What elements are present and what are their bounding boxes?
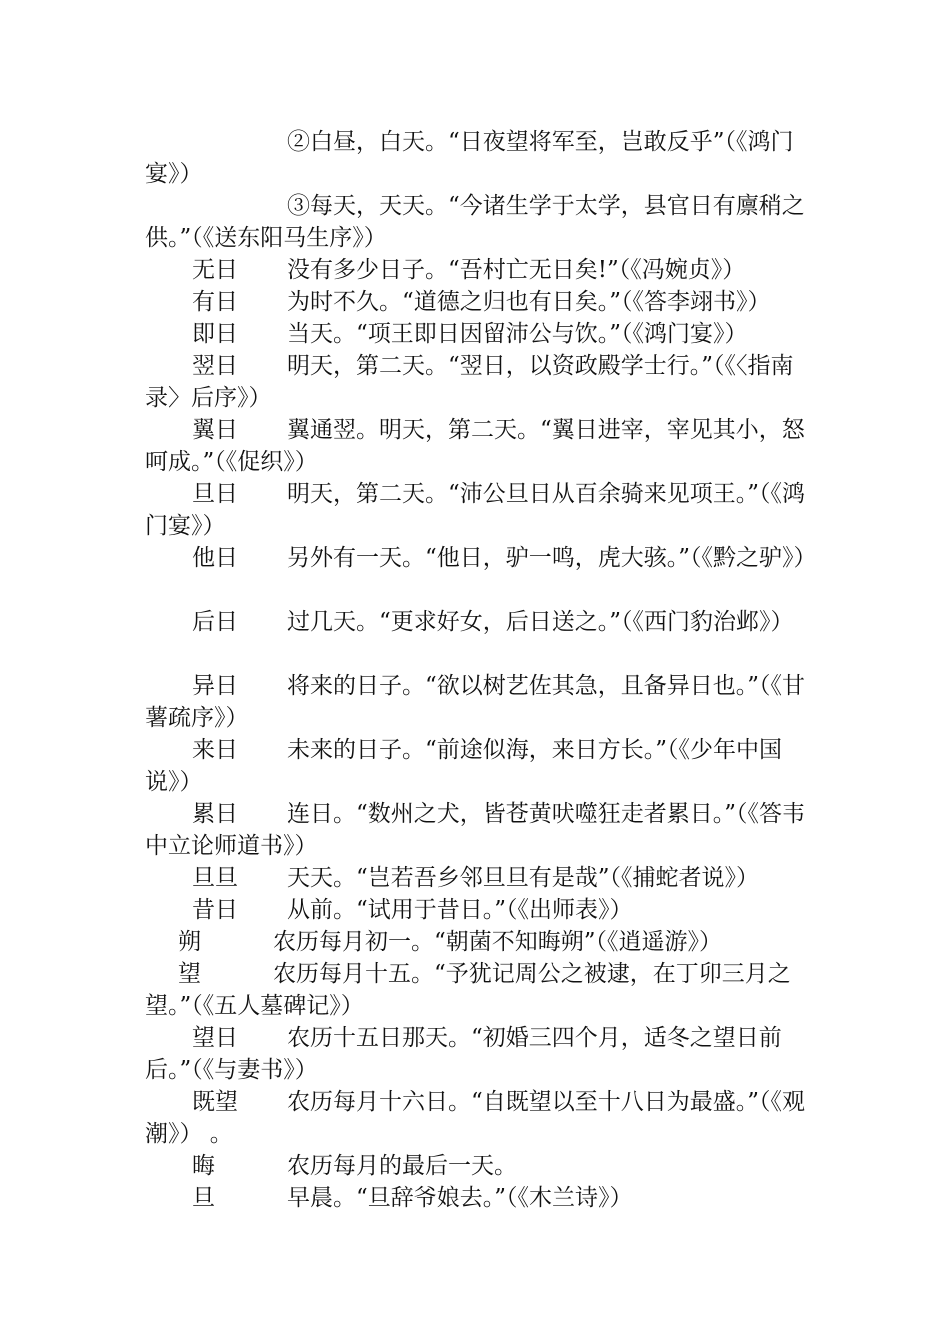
entry-term: 旦 <box>192 1185 215 1211</box>
entry-term: 朔 <box>178 929 201 955</box>
entry-definition: 为时不久。“道德之归也有日矣。”（《答李翊书》） <box>287 289 771 315</box>
entry-hui <box>145 1150 807 1182</box>
sense-3-paragraph <box>145 190 807 254</box>
entry-term: 既望 <box>192 1089 238 1115</box>
entry-xiri <box>145 894 807 926</box>
entry-danri <box>145 478 807 542</box>
entry-wang <box>145 958 807 1022</box>
entry-term: 累日 <box>192 801 238 827</box>
entry-yiri-3 <box>145 670 807 734</box>
entry-definition: 明天，第二天。“沛公旦日从百余骑来见项王。”（《鸿门宴》） <box>145 481 806 539</box>
entry-definition: 连日。“数州之犬，皆苍黄吠噬狂走者累日。”（《答韦中立论师道书》） <box>145 801 806 859</box>
entry-definition: 另外有一天。“他日，驴一鸣，虎大骇。”（《黔之驴》） <box>287 545 817 571</box>
entry-term: 异日 <box>192 673 238 699</box>
entry-term: 他日 <box>192 545 238 571</box>
entry-term: 翼日 <box>192 417 238 443</box>
entry-tari <box>145 542 817 574</box>
entry-term: 望日 <box>192 1025 238 1051</box>
entry-definition: 农历十五日那天。“初婚三四个月，适冬之望日前后。”（《与妻书》） <box>145 1025 782 1083</box>
entry-term: 翌日 <box>192 353 238 379</box>
entry-wangri <box>145 1022 807 1086</box>
entry-dan <box>145 1182 807 1214</box>
entry-lairi <box>145 734 807 798</box>
entry-definition: 农历每月初一。“朝菌不知晦朔”（《逍遥游》） <box>273 929 723 955</box>
entry-term: 望 <box>178 961 201 987</box>
entry-term: 即日 <box>192 321 238 347</box>
entry-term: 旦旦 <box>192 865 238 891</box>
entry-definition: 农历每月十六日。“自既望以至十八日为最盛。”（《观潮》） 。 <box>145 1089 806 1147</box>
entry-definition: 农历每月的最后一天。 <box>287 1153 517 1179</box>
entry-term: 有日 <box>192 289 238 315</box>
entry-youri <box>145 286 807 318</box>
entry-term: 后日 <box>192 609 238 635</box>
entry-term: 昔日 <box>192 897 238 923</box>
sense-text: ③每天，天天。“今诸生学于太学，县官日有廪稍之供。”（《送东阳马生序》） <box>145 193 805 251</box>
entry-term: 来日 <box>192 737 238 763</box>
entry-wuri <box>145 254 807 286</box>
entry-definition: 农历每月十五。“予犹记周公之被逮，在丁卯三月之望。”（《五人墓碑记》） <box>145 961 791 1019</box>
entry-definition: 从前。“试用于昔日。”（《出师表》） <box>287 897 633 923</box>
entry-shuo <box>145 926 807 958</box>
entry-definition: 将来的日子。“欲以树艺佐其急，且备异日也。”（《甘薯疏序》） <box>145 673 806 731</box>
entry-houri <box>145 606 807 638</box>
entry-jiwang <box>145 1086 807 1150</box>
entry-yiri-2 <box>145 414 807 478</box>
entry-yiri-1 <box>145 350 807 414</box>
sense-text: ②白昼，白天。“日夜望将军至，岂敢反乎”（《鸿门宴》） <box>145 129 794 187</box>
entry-definition: 早晨。“旦辞爷娘去。”（《木兰诗》） <box>287 1185 633 1211</box>
entry-definition: 当天。“项王即日因留沛公与饮。”（《鸿门宴》） <box>287 321 748 347</box>
sense-2-paragraph <box>145 126 807 190</box>
entry-leiri <box>145 798 807 862</box>
entry-definition: 未来的日子。“前途似海，来日方长。”（《少年中国说》） <box>145 737 783 795</box>
entry-definition: 翼通翌。明天，第二天。“翼日进宰，宰见其小，怒呵成。”（《促织》） <box>145 417 805 475</box>
entry-term: 旦日 <box>192 481 238 507</box>
entry-term: 晦 <box>192 1153 215 1179</box>
entry-definition: 明天，第二天。“翌日，以资政殿学士行。”（《〈指南录〉后序》） <box>145 353 794 411</box>
entry-dandan <box>145 862 807 894</box>
entry-term: 无日 <box>192 257 238 283</box>
entry-definition: 天天。“岂若吾乡邻旦旦有是哉”（《捕蛇者说》） <box>287 865 760 891</box>
entry-definition: 过几天。“更求好女，后日送之。”（《西门豹治邺》） <box>287 609 794 635</box>
entry-definition: 没有多少日子。“吾村亡无日矣!”（《冯婉贞》） <box>287 257 746 283</box>
entry-jiri <box>145 318 807 350</box>
